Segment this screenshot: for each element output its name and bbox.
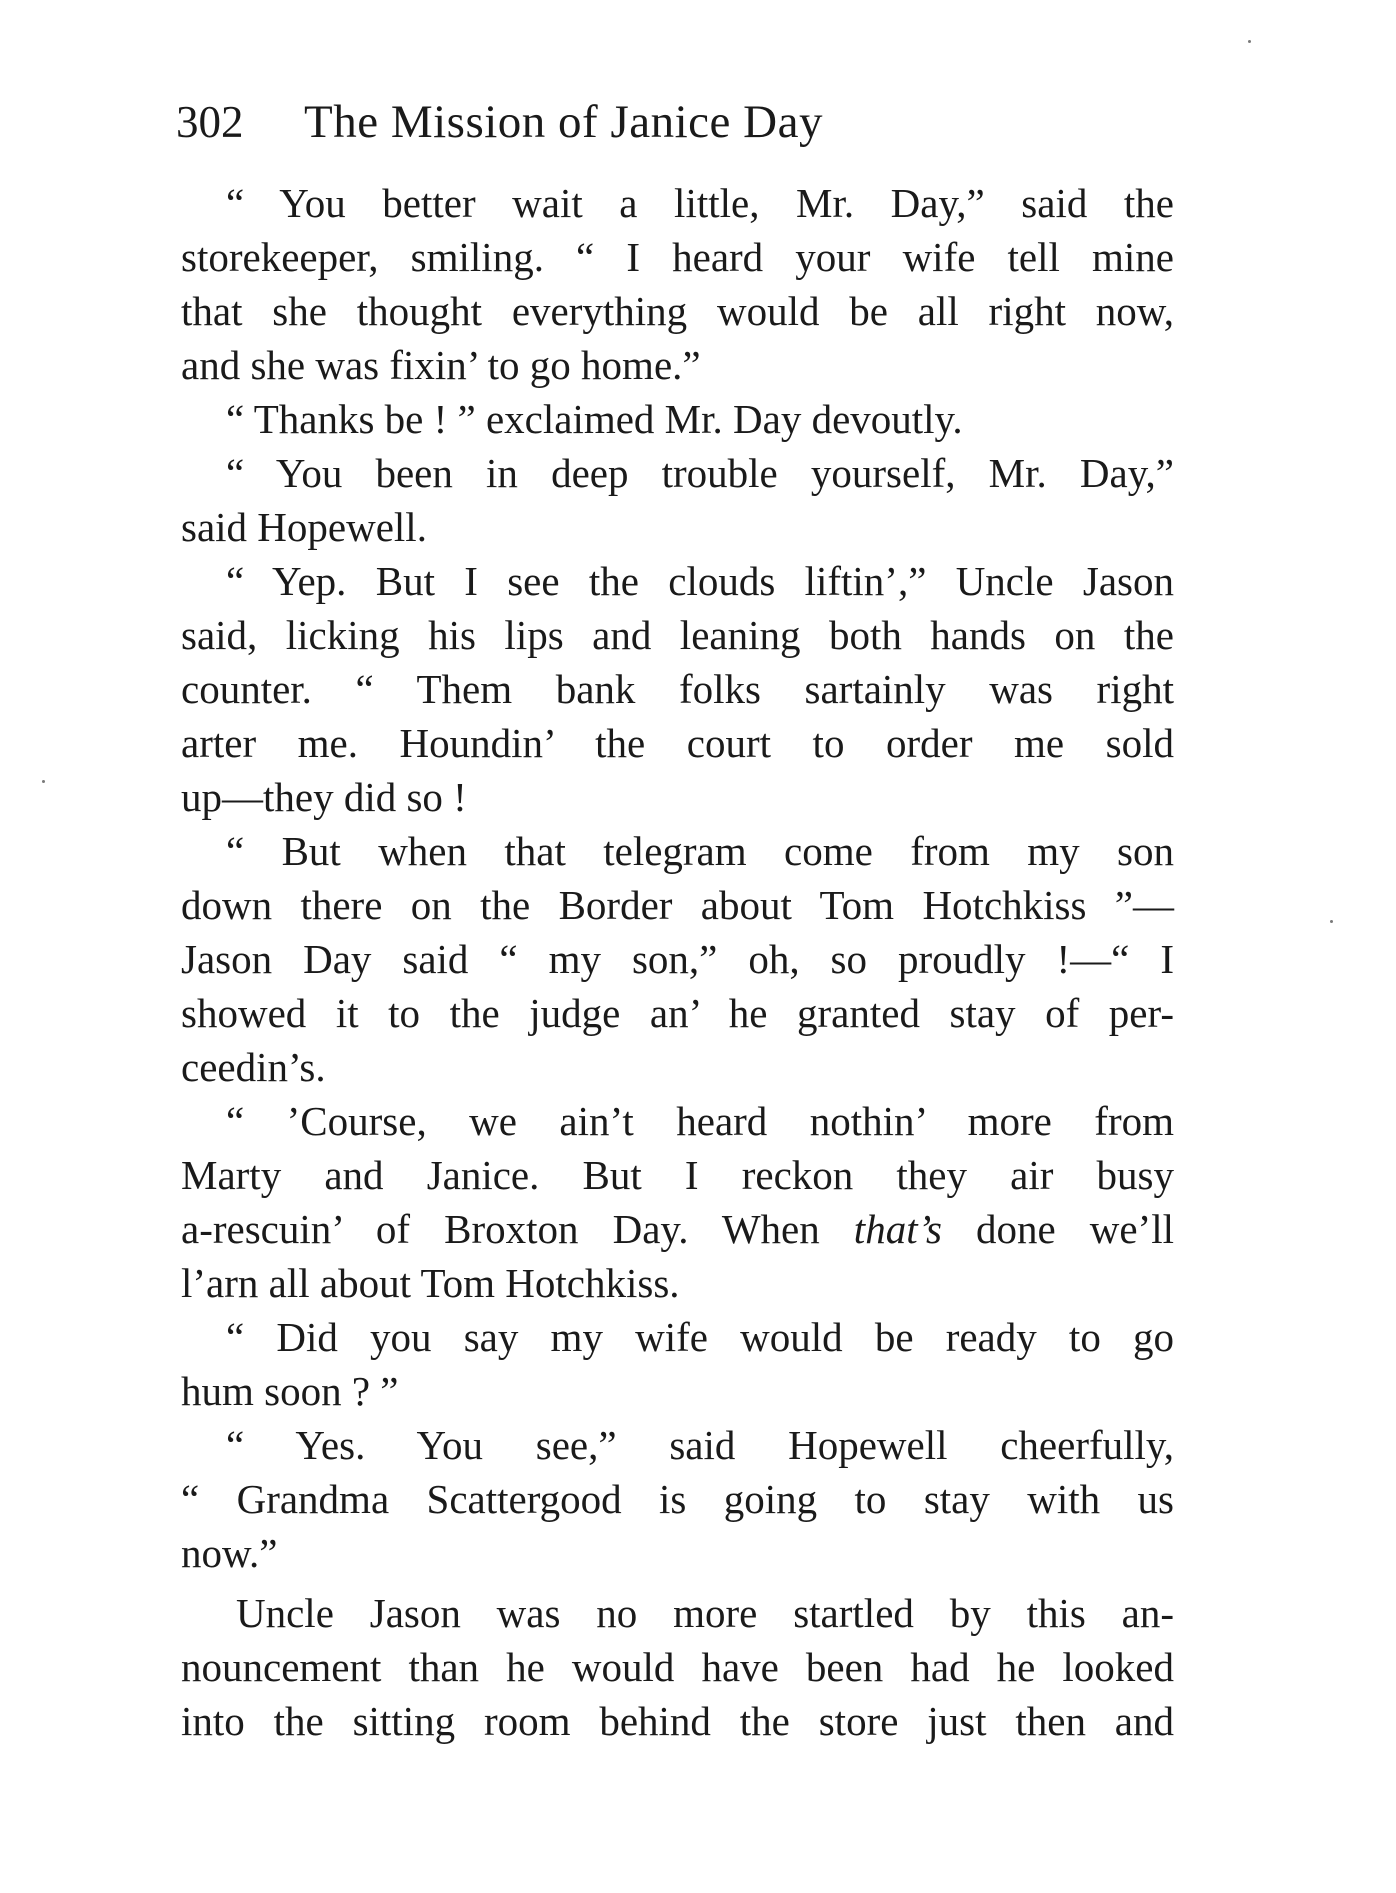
text-line: “ Grandma Scattergood is going to stay with us <box>181 1476 1174 1522</box>
text-line: up—they did so ! <box>181 774 467 820</box>
text-line: showed it to the judge an’ he granted stay of per- <box>181 990 1174 1036</box>
text-line: now.” <box>181 1530 278 1576</box>
running-head <box>176 92 1176 152</box>
text-line: down there on the Border about Tom Hotchkiss ”— <box>181 882 1174 928</box>
text-line: “ Yes. You see,” said Hopewell cheerfully, <box>226 1422 1174 1468</box>
text-line: arter me. Houndin’ the court to order me sold <box>181 720 1174 766</box>
text-line: “ But when that telegram come from my son <box>226 828 1174 874</box>
scan-speck <box>42 780 45 783</box>
text-line: ceedin’s. <box>181 1044 326 1090</box>
text-line: Uncle Jason was no more startled by this an- <box>236 1590 1174 1636</box>
text-line: that she thought everything would be all right now, <box>181 288 1174 334</box>
scan-speck <box>1248 40 1251 43</box>
text-line: Marty and Janice. But I reckon they air busy <box>181 1152 1174 1198</box>
text-line: said Hopewell. <box>181 504 427 550</box>
text-line: hum soon ? ” <box>181 1368 399 1414</box>
scan-speck <box>1330 920 1333 923</box>
text-line: nouncement than he would have been had he looked <box>181 1644 1174 1690</box>
text-line: “ Yep. But I see the clouds liftin’,” Uncle Jason <box>226 558 1174 604</box>
text-line: counter. “ Them bank folks sartainly was right <box>181 666 1174 712</box>
text-line: Jason Day said “ my son,” oh, so proudly !—“ I <box>181 936 1174 982</box>
text-line: “ Did you say my wife would be ready to go <box>226 1314 1174 1360</box>
text-line: a-rescuin’ of Broxton Day. When that’s done we’ll <box>181 1206 1174 1252</box>
text-line: and she was fixin’ to go home.” <box>181 342 701 388</box>
book-title: The Mission of Janice Day <box>304 96 823 148</box>
text-line: “ You better wait a little, Mr. Day,” said the <box>226 180 1174 226</box>
text-line: “ Thanks be ! ” exclaimed Mr. Day devoutly. <box>226 396 963 442</box>
text-line: storekeeper, smiling. “ I heard your wife tell mine <box>181 234 1174 280</box>
page-number: 302 <box>176 97 244 147</box>
emphasis: that’s <box>853 1206 942 1252</box>
body-text <box>181 176 1174 1748</box>
text-line: l’arn all about Tom Hotchkiss. <box>181 1260 680 1306</box>
text-line: “ You been in deep trouble yourself, Mr. Day,” <box>226 450 1174 496</box>
text-line: into the sitting room behind the store just then and <box>181 1698 1174 1744</box>
text-line: said, licking his lips and leaning both hands on the <box>181 612 1174 658</box>
text-line: “ ’Course, we ain’t heard nothin’ more from <box>226 1098 1174 1144</box>
